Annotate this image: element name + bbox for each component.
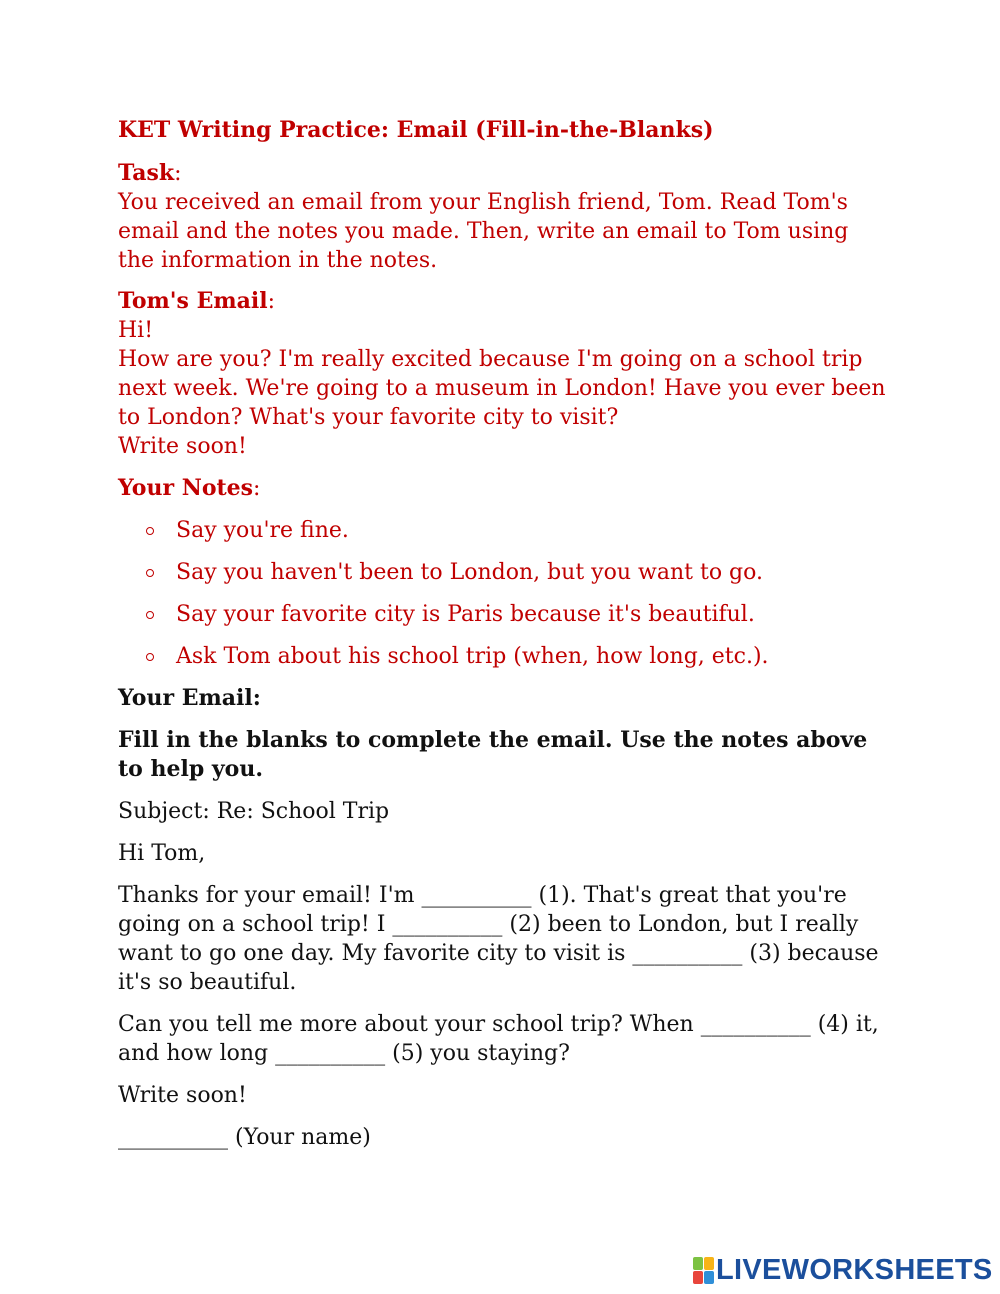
logo-text: LIVEWORKSHEETS [716,1253,993,1286]
notes-header: Your Notes: [118,475,261,501]
toms-email-label: Tom's Email [118,288,268,314]
blank-3[interactable]: __________ [632,941,743,966]
email-greeting: Hi Tom, [118,841,206,866]
email-subject: Subject: Re: School Trip [118,799,390,824]
list-item: Say you haven't been to London, but you want to go. [118,558,888,587]
blank-4[interactable]: __________ [700,1012,811,1037]
blank-2[interactable]: __________ [392,912,503,937]
email-name-line: __________ (Your name) [118,1125,371,1150]
worksheet-page [118,116,888,1165]
blank-1[interactable]: __________ [421,883,532,908]
liveworksheets-logo-icon [693,1257,713,1283]
task-label: Task [118,160,175,186]
circle-bullet-icon [146,569,154,577]
circle-bullet-icon [146,611,154,619]
your-email-label: Your Email: [118,685,261,711]
liveworksheets-logo [693,1255,993,1285]
email-paragraph-1: Thanks for your email! I'm __________ (1). That's great that you're going on a school trip! I __________ (2) been to London, but I really want to go one day. My favorite city to visit is __________ (3) because it's so beautiful. [118,883,879,995]
blank-5[interactable]: __________ [275,1041,386,1066]
circle-bullet-icon [146,653,154,661]
email-paragraph-2: Can you tell me more about your school trip? When __________ (4) it, and how long __________ (5) you staying? [118,1012,879,1066]
circle-bullet-icon [146,527,154,535]
list-item: Say your favorite city is Paris because it's beautiful. [118,600,888,629]
notes-list [118,516,888,671]
worksheet-title: KET Writing Practice: Email (Fill-in-the-Blanks) [118,117,714,143]
blank-name[interactable]: __________ [118,1125,228,1150]
task-text: You received an email from your English friend, Tom. Read Tom's email and the notes you made. Then, write an email to Tom using the information in the notes. [118,190,849,273]
toms-email-greeting: Hi! [118,318,154,343]
list-item: Ask Tom about his school trip (when, how long, etc.). [118,642,888,671]
email-signoff: Write soon! [118,1083,247,1108]
toms-email-body: How are you? I'm really excited because I'm going on a school trip next week. We're going to a museum in London! Have you ever been to London? What's your favorite city to visit? [118,347,886,430]
list-item: Say you're fine. [118,516,888,545]
task-section: Task: You received an email from your English friend, Tom. Read Tom's email and the notes you made. Then, write an email to Tom using the information in the notes. [118,160,849,273]
notes-label: Your Notes [118,475,254,501]
toms-email-signoff: Write soon! [118,434,247,459]
fill-instructions: Fill in the blanks to complete the email. Use the notes above to help you. [118,727,868,782]
toms-email-section: Tom's Email: Hi! How are you? I'm really excited because I'm going on a school trip next week. We're going to a museum in London! Have you ever been to London? What's your favorite city to visit? Write soon! [118,288,886,459]
